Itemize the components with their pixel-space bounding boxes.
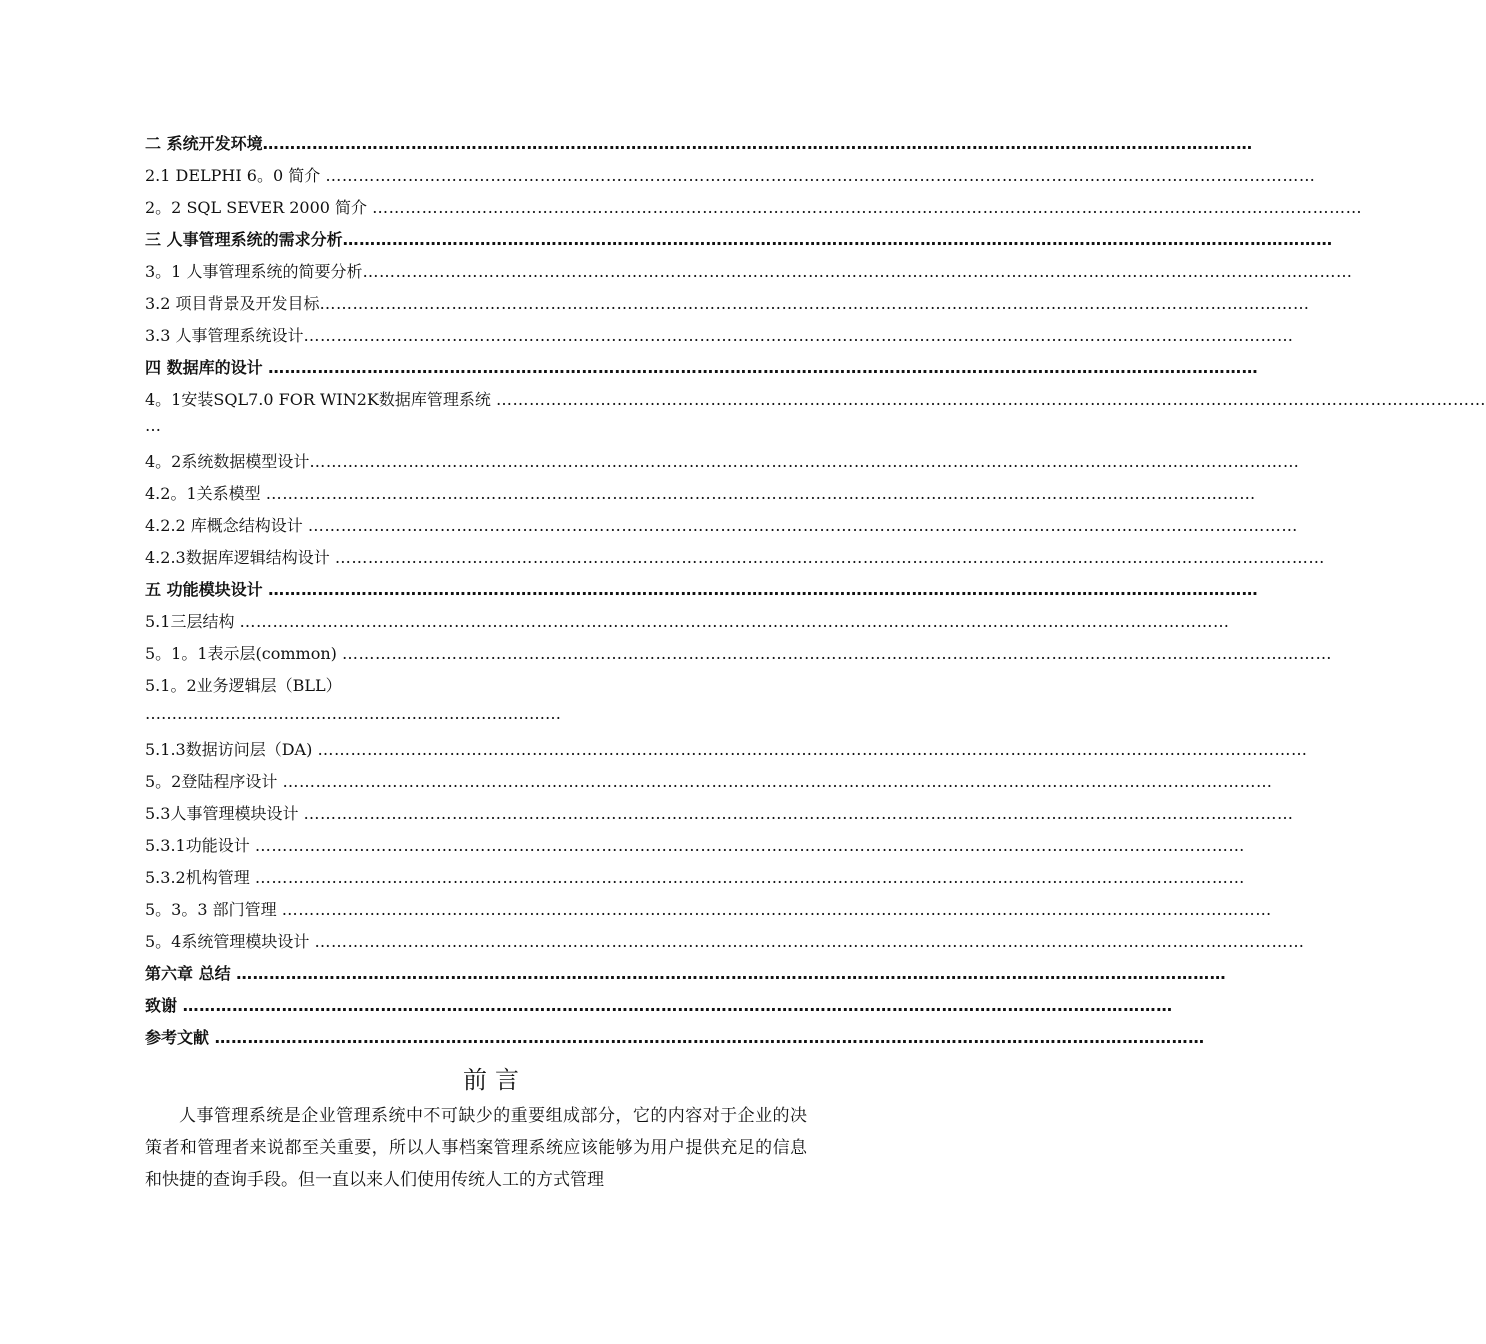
toc-leader-dots: ………………………………………………………………………………………………………………………………………………………………	[372, 198, 1363, 217]
toc-entry-title: 5。2登陆程序设计	[145, 772, 283, 791]
toc-entry	[145, 928, 1305, 956]
toc-entry	[145, 1024, 1205, 1052]
toc-entry	[145, 354, 1259, 382]
toc-entry-title: 5。4系统管理模块设计	[145, 932, 315, 951]
toc-entry	[145, 322, 1294, 350]
toc-leader-dots: ………………………………………………………………………………………………………………………………………………………………	[262, 134, 1253, 153]
toc-leader-dots: ………………………………………………………………………………………………………………………………………………………………	[303, 326, 1294, 345]
toc-leader-dots: ………………………………………………………………………………………………………………………………………………………………	[254, 868, 1245, 887]
toc-entry-title: 5.3.1功能设计	[145, 836, 255, 855]
toc-leader-dots: ………………………………………………………………………………………………………………………………………………………………	[362, 262, 1353, 281]
toc-entry-title: 5.1.3数据访问层（DA)	[145, 740, 318, 759]
toc-entry-title: 4。2系统数据模型设计	[145, 452, 310, 471]
toc-entry-title: 2.1 DELPHI 6。0 简介	[145, 166, 326, 185]
toc-leader-dots: ………………………………………………………………………………………………………………………………………………………………	[254, 836, 1245, 855]
toc-entry	[145, 800, 1294, 828]
toc-entry	[145, 608, 1230, 636]
toc-leader-dots: ………………………………………………………………………………………………………………………………………………………………	[314, 932, 1305, 951]
toc-entry-title: 二 系统开发环境	[145, 134, 263, 153]
toc-entry	[145, 386, 1486, 414]
toc-entry	[145, 736, 1308, 764]
toc-entry-title: 三 人事管理系统的需求分析	[145, 230, 343, 249]
toc-leader-dots: ………………………………………………………………………………………………………………………………………………………………	[268, 580, 1259, 599]
toc-leader-dots: ………………………………………………………………………………………………………………………………………………………………	[236, 964, 1227, 983]
body-paragraph: 人事管理系统是企业管理系统中不可缺少的重要组成部分，它的内容对于企业的决策者和管理者来说都至关重要，所以人事档案管理系统应该能够为用户提供充足的信息和快捷的查询手段。但一直以来人们使用传统人工的方式管理	[145, 1106, 807, 1190]
toc-entry	[145, 258, 1353, 286]
toc-entry	[145, 832, 1245, 860]
toc-leader-dots: ………………………………………………………………………………………………………………………………………………………………	[265, 484, 1256, 503]
toc-entry	[145, 226, 1333, 254]
toc-entry-title: 5。3。3 部门管理	[145, 900, 282, 919]
toc-entry-title: 5.3.2机构管理	[145, 868, 255, 887]
toc-leader-dots: ………………………………………………………………………………………………………………………………………………………………	[342, 230, 1333, 249]
toc-leader-dots: ………………………………………………………………………………………………………………………………………………………………	[282, 772, 1273, 791]
toc-entry-title: 2。2 SQL SEVER 2000 简介	[145, 198, 373, 217]
toc-entry-title: 3.2 项目背景及开发目标	[145, 294, 320, 313]
toc-entry-title: 4.2。1关系模型	[145, 484, 266, 503]
toc-entry-title: 4。1安装SQL7.0 FOR WIN2K数据库管理系统	[145, 390, 496, 409]
toc-leader-dots: ………………………………………………………………………………………………………………………………………………………………	[214, 1028, 1205, 1047]
toc-leader-dots: ………………………………………………………………………………………………………………………………………………………………	[307, 516, 1298, 535]
toc-leader-dots: ………………………………………………………………………………………………………………………………………………………………	[325, 166, 1316, 185]
toc-entry	[145, 194, 1363, 222]
section-heading: 前言	[463, 1066, 527, 1094]
toc-entry-title: 5。1。1表示层(common)	[145, 644, 342, 663]
toc-entry-title: 参考文献	[145, 1028, 215, 1047]
toc-leader-dots: ………………………………………………………………………………………………………………………………………………………………	[317, 740, 1308, 759]
toc-entry	[145, 480, 1256, 508]
toc-leader-dots: ………………………………………………………………………………………………………………………………………………………………	[239, 612, 1230, 631]
toc-entry	[145, 290, 1310, 318]
toc-entry-title: 5.1。2业务逻辑层（BLL）	[145, 676, 342, 695]
toc-entry	[145, 992, 1173, 1020]
toc-entry-title: 五 功能模块设计	[145, 580, 269, 599]
toc-entry	[145, 768, 1273, 796]
toc-leader-dots: ………………………………………………………………………………………………………………………………………………………………	[281, 900, 1272, 919]
toc-entry	[145, 544, 1325, 572]
toc-entry	[145, 896, 1272, 924]
toc-leader-dots: ………………………………………………………………………………………………………………………………………………………………	[342, 644, 1332, 663]
toc-leader-dots: ………………………………………………………………………………………………………………………………………………………………	[182, 996, 1173, 1015]
toc-entry-title: 四 数据库的设计	[145, 358, 269, 377]
toc-entry	[145, 640, 1332, 668]
toc-leader-dots: ………………………………………………………………………………………………………………………………………………………………	[319, 294, 1310, 313]
toc-entry-title: 3.3 人事管理系统设计	[145, 326, 304, 345]
toc-leader-dots: ………………………………………………………………………………………………………………………………………………………………	[303, 804, 1294, 823]
toc-entry-title: 4.2.2 库概念结构设计	[145, 516, 308, 535]
toc-leader-dots: ………………………………………………………………………………………………………………………………………………………………	[268, 358, 1259, 377]
toc-entry-title: 4.2.3数据库逻辑结构设计	[145, 548, 335, 567]
toc-entry-title: 5.3人事管理模块设计	[145, 804, 304, 823]
toc-entry	[145, 512, 1298, 540]
toc-entry	[145, 576, 1259, 604]
toc-entry	[145, 672, 342, 700]
toc-entry-title: 第六章 总结	[145, 964, 237, 983]
toc-overflow-dots: …	[145, 416, 161, 435]
toc-entry	[145, 130, 1253, 158]
toc-entry	[145, 864, 1245, 892]
toc-entry	[145, 960, 1227, 988]
toc-entry-title: 致谢	[145, 996, 183, 1015]
toc-leader-dots: ………………………………………………………………………………………………………………………………………………………………	[334, 548, 1325, 567]
toc-leader-dots: ………………………………………………………………………………………………………………………………………………………………	[495, 390, 1486, 409]
toc-entry	[145, 448, 1300, 476]
toc-entry-title: 3。1 人事管理系统的简要分析	[145, 262, 363, 281]
toc-overflow-dots: ……………………………………………………………………	[145, 704, 561, 723]
toc-entry	[145, 162, 1316, 190]
toc-leader-dots: ………………………………………………………………………………………………………………………………………………………………	[309, 452, 1300, 471]
toc-entry-title: 5.1三层结构	[145, 612, 240, 631]
